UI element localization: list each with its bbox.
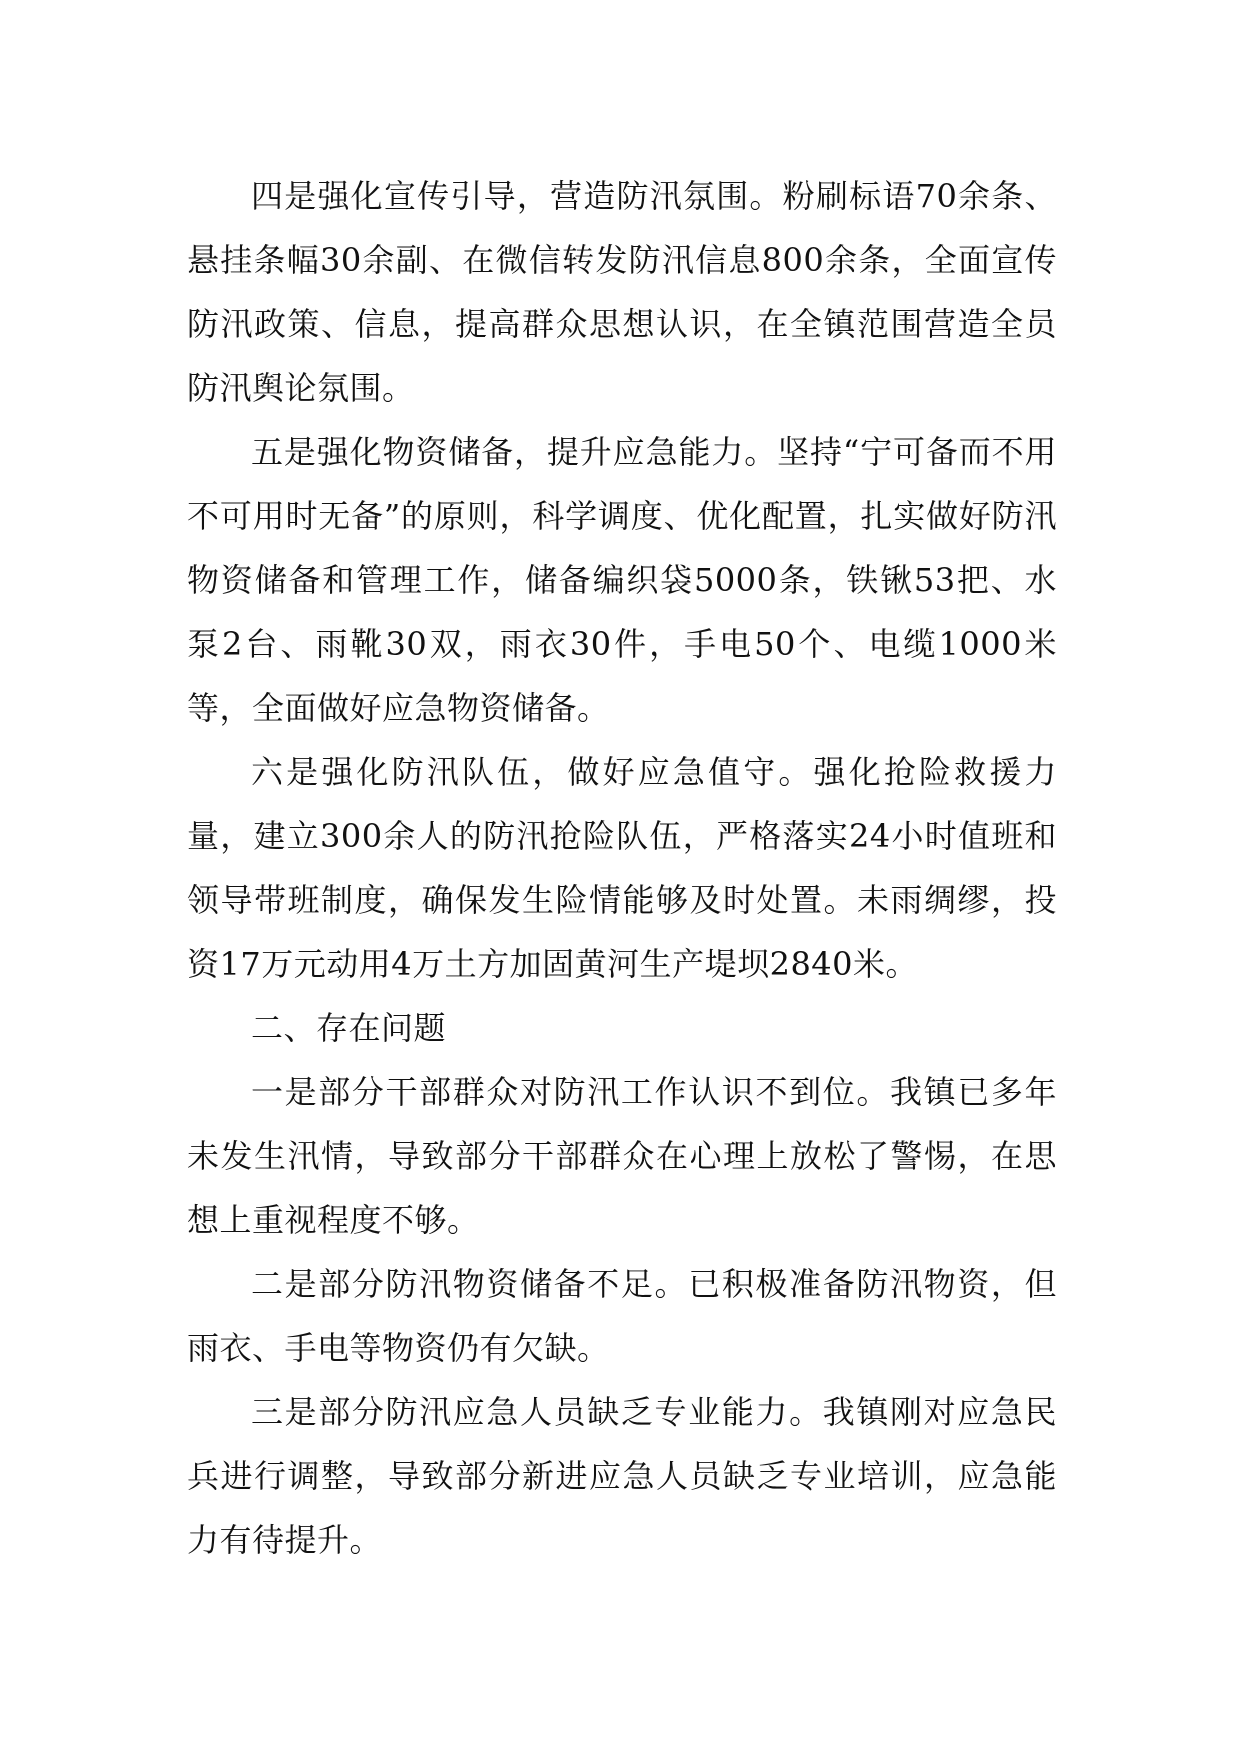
paragraph-problem-skills: 三是部分防汛应急人员缺乏专业能力。我镇刚对应急民兵进行调整，导致部分新进应急人员缺乏专业培训，应急能力有待提升。 [187,1393,1057,1559]
paragraph-problem-awareness: 一是部分干部群众对防汛工作认识不到位。我镇已多年未发生汛情，导致部分干部群众在心理上放松了警惕，在思想上重视程度不够。 [187,1073,1057,1239]
paragraph-materials: 五是强化物资储备，提升应急能力。坚持“宁可备而不用不可用时无备”的原则，科学调度、优化配置，扎实做好防汛物资储备和管理工作，储备编织袋5000条，铁锹53把、水泵2台、雨靴30双，雨衣30件，手电50个、电缆1000米等，全面做好应急物资储备。 [187,433,1057,727]
section-heading-problems: 二、存在问题 [251,1009,447,1047]
document-body [187,164,1057,1572]
paragraph-problem-supplies: 二是部分防汛物资储备不足。已积极准备防汛物资，但雨衣、手电等物资仍有欠缺。 [187,1265,1057,1367]
paragraph-publicity: 四是强化宣传引导，营造防汛氛围。粉刷标语70余条、悬挂条幅30余副、在微信转发防汛信息800余条，全面宣传防汛政策、信息，提高群众思想认识，在全镇范围营造全员防汛舆论氛围。 [187,177,1057,407]
paragraph-team: 六是强化防汛队伍，做好应急值守。强化抢险救援力量，建立300余人的防汛抢险队伍，严格落实24小时值班和领导带班制度，确保发生险情能够及时处置。未雨绸缪，投资17万元动用4万土方加固黄河生产堤坝2840米。 [187,753,1057,983]
